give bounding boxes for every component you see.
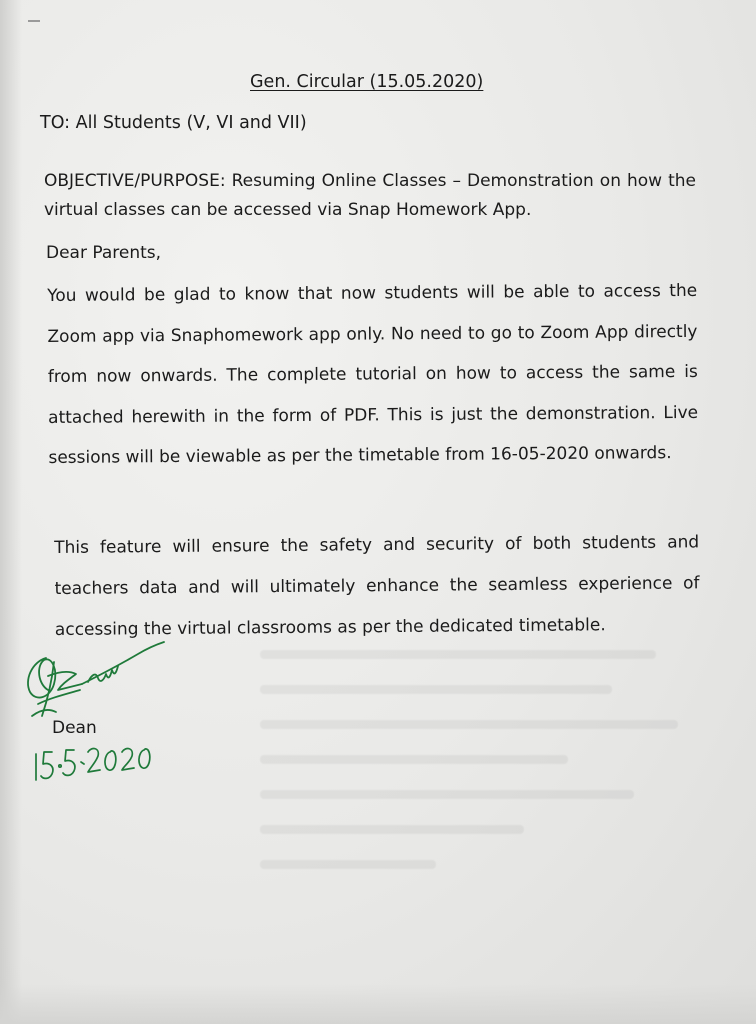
page-edge-shadow	[0, 0, 22, 1024]
salutation: Dear Parents,	[46, 243, 162, 263]
signatory-title: Dean	[52, 718, 97, 738]
objective-paragraph: OBJECTIVE/PURPOSE: Resuming Online Classes – Demonstration on how the virtual classes can be accessed via Snap Homework App.	[44, 171, 696, 220]
body-paragraph-2: This feature will ensure the safety and security of both students and teachers data and will ultimately enhance the seamless experience of accessing the virtual classrooms as per the dedicated timetable.	[54, 532, 700, 640]
body-paragraph-1: You would be glad to know that now students will be able to access the Zoom app via Snaphomework app only. No need to go to Zoom App directly from now onwards. The complete tutorial on how to access the same is attached herewith in the form of PDF. This is just the demonstration. Live sessions will be viewable as per the timetable from 16-05-2020 onwards.	[47, 280, 699, 468]
handwritten-date	[30, 740, 155, 788]
recipient-line: TO: All Students (V, VI and VII)	[40, 113, 307, 133]
circular-title: Gen. Circular (15.05.2020)	[250, 72, 484, 92]
reverse-side-bleed-through	[260, 650, 700, 910]
corner-mark	[28, 20, 40, 22]
page-bottom-shadow	[0, 984, 756, 1024]
